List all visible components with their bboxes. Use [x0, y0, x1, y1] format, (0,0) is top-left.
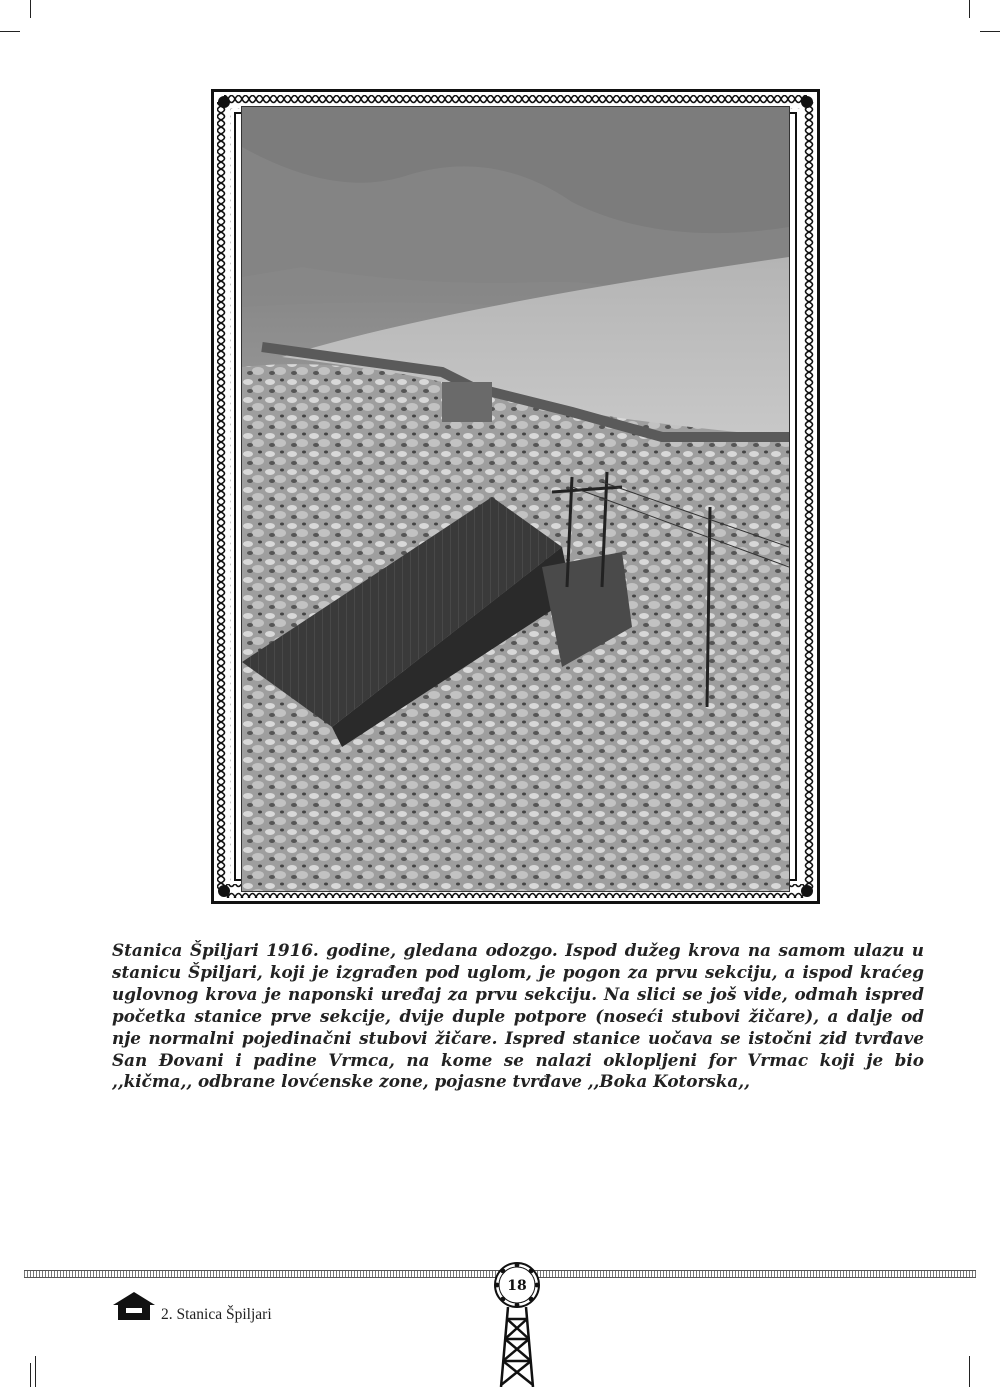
crop-mark-top-right-h [980, 31, 1000, 32]
crop-mark-bottom-left-v [35, 1356, 36, 1387]
photo-caption: Stanica Špiljari 1916. godine, gledana odozgo. Ispod dužeg krova na samom ulazu u stanicu Špiljari, koji je izgrađen pod uglom, je pogon za prvu sekciju, a ispod kraćeg uglovnog krova je naponski uređaj za prvu sekciju. Na slici se još vide, odmah ispred početka stanice prve sekcije, dvije duple potpore (noseći stubovi žičare), a dalje od nje normalni pojedinačni stubovi žičare. Ispred stanice uočava se istočni zid tvrđave San Đovani i padine Vrmca, na kome se nalazi oklopljeni for Vrmac koji je bio ,,kičma,, odbrane lovćenske zone, pojasne tvrđave ,,Boka Kotorska,, [112, 940, 924, 1092]
historical-photo [241, 106, 790, 892]
page-number: 18 [507, 1278, 527, 1294]
footer-section-title: 2. Stanica Špiljari [161, 1306, 272, 1323]
house-icon [112, 1291, 156, 1321]
crop-mark-bottom-left [30, 1363, 31, 1387]
crop-mark-bottom-right [969, 1356, 970, 1387]
crop-mark-top-right [969, 0, 970, 18]
crop-mark-top-left [30, 0, 31, 18]
crop-mark-top-left-h [0, 31, 20, 32]
